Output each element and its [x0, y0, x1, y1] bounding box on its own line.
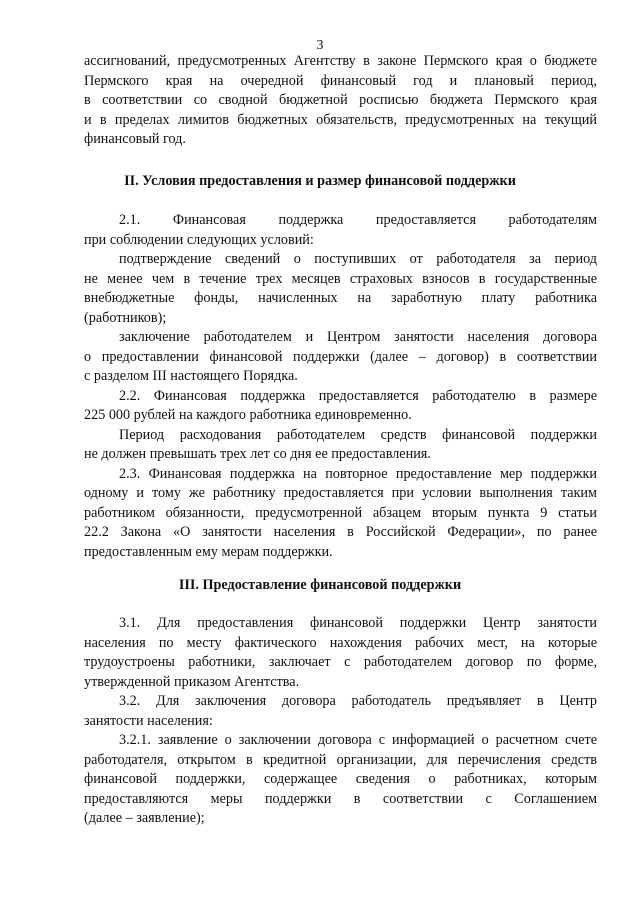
text-line: финансовой поддержки, содержащее сведения о работниках, которым: [84, 771, 597, 787]
text-line: финансовый год.: [84, 131, 186, 147]
text-line: трудоустроены работники, заключает с работодателем договор по форме,: [84, 654, 597, 670]
text-line: 225 000 рублей на каждого работника единовременно.: [84, 407, 412, 423]
text-line: заключение работодателем и Центром занятости населения договора: [119, 329, 597, 345]
text-line: работником обязанности, предусмотренной абзацем вторым пункта 9 статьи: [84, 504, 597, 521]
text-line: предоставленным ему мерам поддержки.: [84, 543, 333, 560]
text-line: с разделом III настоящего Порядка.: [84, 368, 298, 384]
text-line: 2.2. Финансовая поддержка предоставляется работодателю в размере: [119, 387, 597, 404]
text-line: 2.3. Финансовая поддержка на повторное предоставление мер поддержки: [119, 465, 597, 482]
text-line: предоставляются меры поддержки в соответствии с Соглашением: [84, 790, 597, 807]
text-line: 22.2 Закона «О занятости населения в Российской Федерации», по ранее: [84, 524, 597, 540]
text-line: Период расходования работодателем средств финансовой поддержки: [119, 426, 597, 443]
text-line: 2.1. Финансовая поддержка предоставляется работодателям: [119, 212, 597, 228]
text-line: одному и тому же работнику предоставляется при условии выполнения таким: [84, 485, 597, 501]
text-line: 3.2.1. заявление о заключении договора с информацией о расчетном счете: [119, 732, 597, 748]
section-2-body: [84, 211, 597, 562]
text-line: не должен превышать трех лет со дня ее предоставления.: [84, 446, 431, 462]
text-line: утвержденной приказом Агентства.: [84, 673, 300, 690]
section-3-heading: III. Предоставление финансовой поддержки: [178, 577, 462, 593]
text-line: и в пределах лимитов бюджетных обязательств, предусмотренных на текущий: [84, 111, 597, 128]
text-line: Пермского края на очередной финансовый год и плановый период,: [84, 72, 597, 89]
text-line: о предоставлении финансовой поддержки (далее – договор) в соответствии: [84, 348, 597, 365]
text-line: ассигнований, предусмотренных Агентству в законе Пермского края о бюджете: [84, 53, 597, 69]
text-line: населения по месту фактического нахождения рабочих мест, на которые: [84, 634, 597, 651]
section-2-heading: II. Условия предоставления и размер финансовой поддержки: [124, 173, 516, 189]
text-line: 3.2. Для заключения договора работодатель предъявляет в Центр: [119, 693, 597, 709]
page-number: 3: [316, 38, 324, 53]
text-line: занятости населения:: [84, 712, 213, 729]
intro-paragraph: [84, 52, 597, 150]
text-line: в соответствии со сводной бюджетной росписью бюджета Пермского края: [84, 92, 597, 108]
text-line: 3.1. Для предоставления финансовой поддержки Центр занятости: [119, 615, 597, 631]
text-line: (работников);: [84, 309, 167, 326]
text-line: внебюджетные фонды, начисленных на заработную плату работника: [84, 290, 597, 306]
text-line: подтверждение сведений о поступивших от работодателя за период: [119, 251, 597, 267]
text-line: не менее чем в течение трех месяцев страховых взносов в государственные: [84, 270, 597, 287]
section-3-body: [84, 614, 597, 829]
text-line: при соблюдении следующих условий:: [84, 231, 314, 248]
text-line: работодателя, открытом в кредитной организации, для перечисления средств: [84, 751, 597, 768]
text-line: (далее – заявление);: [84, 810, 205, 826]
